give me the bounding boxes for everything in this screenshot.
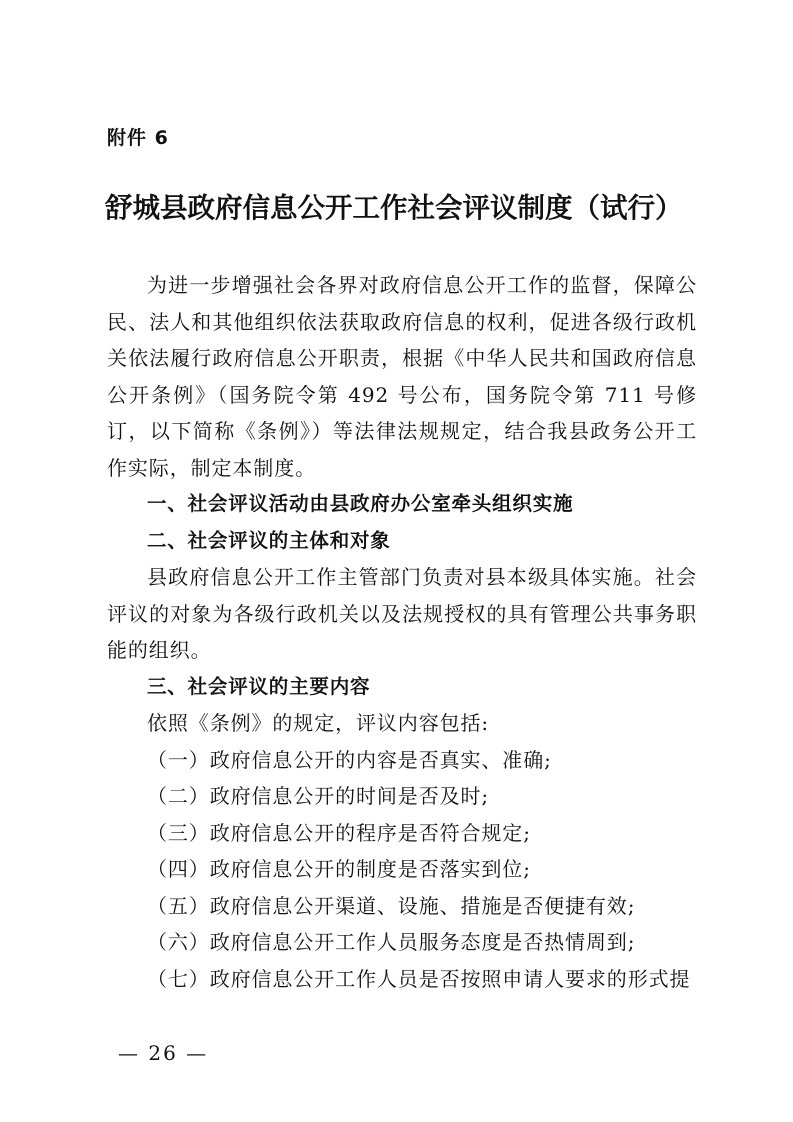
list-item: （一）政府信息公开的内容是否真实、准确;: [147, 747, 552, 772]
list-item: （三）政府信息公开的程序是否符合规定;: [147, 820, 531, 845]
attachment-label: 附件 6: [107, 127, 169, 149]
section-2-paragraph: 县政府信息公开工作主管部门负责对县本级具体实施。社会评议的对象为各级行政机关以及法规授权的具有管理公共事务职能的组织。: [107, 565, 697, 662]
section-1-heading: 一、社会评议活动由县政府办公室牵头组织实施: [147, 492, 574, 515]
list-item: （四）政府信息公开的制度是否落实到位;: [147, 857, 531, 881]
section-2-heading: 二、社会评议的主体和对象: [147, 528, 391, 552]
section-3-heading: 三、社会评议的主要内容: [147, 674, 371, 698]
list-item: （二）政府信息公开的时间是否及时;: [147, 784, 490, 808]
intro-paragraph: 为进一步增强社会各界对政府信息公开工作的监督，保障公民、法人和其他组织依法获取政府信息的权利，促进各级行政机关依法履行政府信息公开职责，根据《中华人民共和国政府信息公开条例》（国务院令第 492 号公布，国务院令第 711 号修订，以下简称《条例》）等法律法规规定，结合我县政务公开工作实际，制定本制度。: [107, 273, 697, 480]
list-item: （五）政府信息公开渠道、设施、措施是否便捷有效;: [147, 893, 636, 918]
list-item: （七）政府信息公开工作人员是否按照申请人要求的形式提: [147, 966, 691, 991]
list-item: （六）政府信息公开工作人员服务态度是否热情周到;: [147, 930, 636, 954]
section-3-intro: 依照《条例》的规定，评议内容包括:: [147, 711, 490, 735]
document-title: 舒城县政府信息公开工作社会评议制度（试行）: [105, 192, 683, 224]
page-number: — 26 —: [118, 1041, 209, 1065]
document-body: [107, 267, 697, 997]
